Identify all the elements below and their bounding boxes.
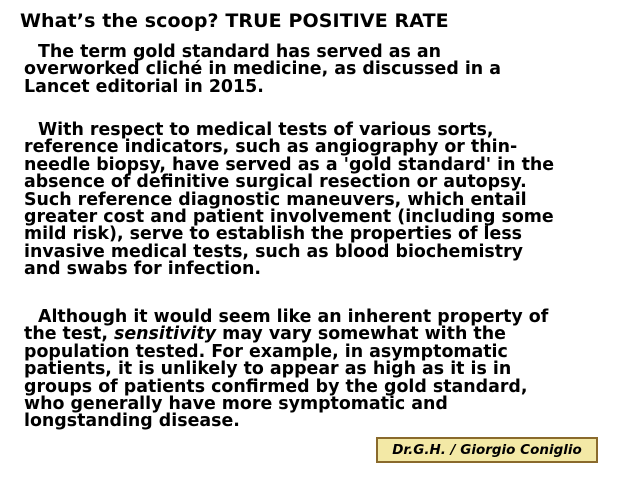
text-line: groups of patients confirmed by the gold standard, — [24, 376, 528, 397]
text-line: patients, it is unlikely to appear as high as it is in — [24, 359, 512, 380]
text-line: absence of definitive surgical resection or autopsy. — [24, 172, 527, 193]
text-line: invasive medical tests, such as blood biochemistry — [24, 241, 524, 262]
text-line: Although it would seem like an inherent property of — [38, 307, 549, 327]
text-line: and swabs for infection. — [24, 259, 261, 280]
text-segment: the test, — [24, 324, 114, 345]
paragraph-gold-standard — [24, 44, 624, 96]
text-line: reference indicators, such as angiography or thin- — [24, 137, 518, 158]
text-line: population tested. For example, in asymptomatic — [24, 341, 508, 362]
text-line: who generally have more symptomatic and — [24, 394, 448, 415]
text-line: mild risk), serve to establish the properties of less — [24, 224, 523, 245]
text-line: overworked cliché in medicine, as discussed in a — [24, 59, 501, 80]
sensitivity-italic: sensitivity — [113, 324, 217, 345]
text-line: longstanding disease. — [24, 411, 240, 432]
paragraph-reference-indicators — [24, 122, 624, 279]
text-line: needle biopsy, have served as a 'gold standard' in the — [24, 154, 555, 175]
text-line: The term gold standard has served as an — [38, 42, 441, 62]
text-segment: may vary somewhat with the — [216, 324, 506, 345]
author-credit-box: Dr.G.H. / Giorgio Coniglio — [376, 437, 598, 463]
text-line: greater cost and patient involvement (including some — [24, 207, 554, 228]
paragraph-sensitivity — [24, 309, 624, 431]
text-line: With respect to medical tests of various sorts, — [38, 120, 494, 140]
text-line: Lancet editorial in 2015. — [24, 76, 264, 97]
text-line: Such reference diagnostic maneuvers, which entail — [24, 189, 527, 210]
slide-title: What’s the scoop? TRUE POSITIVE RATE — [20, 10, 449, 32]
